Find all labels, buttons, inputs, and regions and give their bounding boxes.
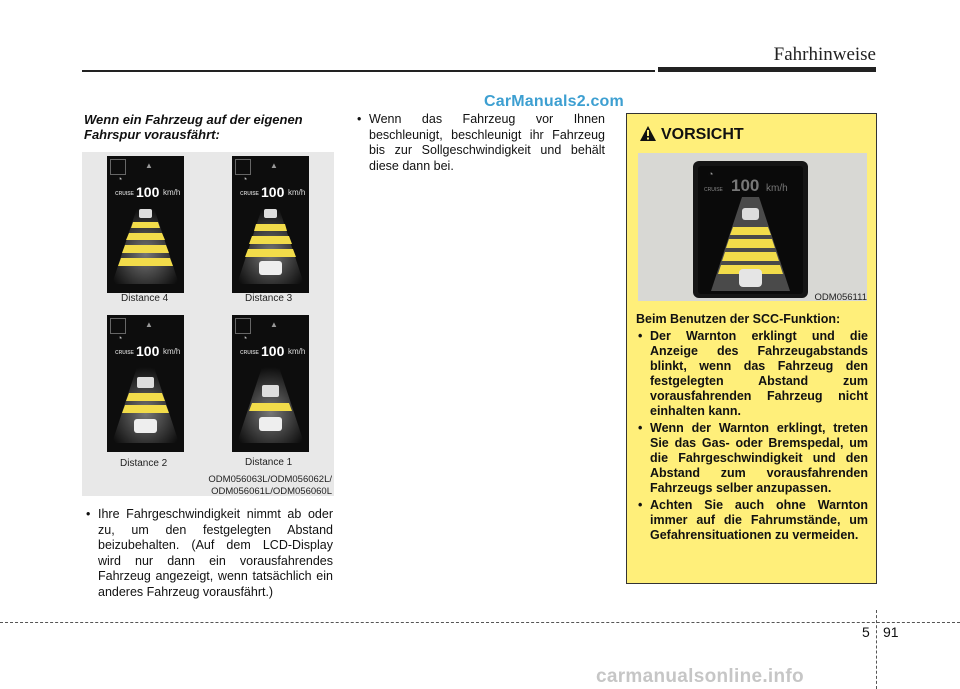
- cluster-screen-distance-4: [107, 156, 184, 293]
- car-ahead-indicator-icon: ▲: [270, 161, 278, 170]
- lane-distance-graphic: [232, 206, 309, 286]
- distance-1-label: Distance 1: [245, 457, 293, 468]
- square-icon: [110, 159, 126, 175]
- left-section-heading: Wenn ein Fahrzeug auf der eigenen Fahrspur vorausfährt:: [84, 112, 303, 142]
- caution-title: VORSICHT: [661, 126, 744, 143]
- bullet-dot: •: [357, 112, 362, 126]
- list-item: [355, 112, 605, 174]
- photo-cruise-label: CRUISE: [704, 187, 723, 193]
- photo-speed-unit: km/h: [766, 183, 788, 194]
- cluster-screen-distance-2: [107, 315, 184, 452]
- bullet-dot: •: [638, 329, 643, 343]
- caution-photo: [638, 153, 867, 301]
- photo-set-speed: 100: [731, 176, 760, 195]
- list-item: [636, 421, 868, 496]
- cruise-label: CRUISE: [240, 191, 259, 197]
- caution-box: [626, 113, 877, 584]
- cruise-gauge-icon: ◔: [242, 174, 248, 184]
- list-item-text: Wenn das Fahrzeug vor Ihnen beschleunigt, beschleunigt ihr Fahrzeug bis zur Sollgeschwindigkeit und behält diese dann bei.: [369, 112, 605, 173]
- middle-bullet-text: [355, 112, 605, 174]
- svg-text:◔: ◔: [708, 169, 714, 179]
- set-speed: 100: [261, 184, 285, 200]
- list-item-text: Der Warnton erklingt und die Anzeige des Fahrzeugabstands blinkt, wenn das Fahrzeug den festgelegten Abstand zum vorausfahrenden Fahrzeug nicht einhalten kann.: [650, 329, 868, 418]
- lane-distance-graphic: [232, 365, 309, 445]
- set-speed: 100: [136, 184, 160, 200]
- cruise-gauge-icon: ◔: [117, 174, 123, 184]
- lane-distance-graphic: [107, 365, 184, 445]
- cluster-display-image: [638, 153, 867, 301]
- bullet-dot: •: [638, 498, 643, 512]
- warning-triangle-icon: [639, 125, 657, 142]
- car-ahead-indicator-icon: ▲: [270, 320, 278, 329]
- list-item-text: Wenn der Warnton erklingt, treten Sie das Gas- oder Bremspedal, um die Fahrgeschwindigkeit und den Abstand zum vorausfahrenden Fahrzeugs selber anzupassen.: [650, 421, 868, 495]
- header-rule-left: [82, 70, 655, 72]
- footer-dashed-rule: [0, 622, 960, 623]
- set-speed: 100: [136, 343, 160, 359]
- caution-text: [636, 312, 868, 545]
- header-rule-right: [658, 67, 876, 72]
- cluster-screen-distance-3: [232, 156, 309, 293]
- left-bullet-text: [84, 507, 333, 600]
- list-item-text: Ihre Fahrgeschwindigkeit nimmt ab oder zu, um den festgelegten Abstand beizubehalten. (Auf dem LCD-Display wird nur dann ein vorausfahrendes Fahrzeug angezeigt, wenn tatsächlich ein anderes Fahrzeug vorausfährt.): [98, 507, 333, 599]
- distance-2-label: Distance 2: [120, 458, 168, 469]
- speed-unit: km/h: [288, 347, 306, 356]
- footer-vertical-rule: [876, 610, 877, 689]
- page-header-title: Fahrhinweise: [773, 44, 876, 65]
- list-item-text: Achten Sie auch ohne Warnton immer auf die Fahrumstände, um Gefahrensituationen zu vermeiden.: [650, 498, 868, 542]
- cruise-label: CRUISE: [115, 191, 134, 197]
- list-item: [636, 498, 868, 543]
- cruise-gauge-icon: ◔: [117, 333, 123, 343]
- figure-code-line-1: ODM056063L/ODM056062L/: [208, 474, 332, 485]
- figure-codes: [160, 474, 332, 498]
- caution-intro: Beim Benutzen der SCC-Funktion:: [636, 312, 841, 326]
- list-item: [84, 507, 333, 600]
- cruise-label: CRUISE: [115, 350, 134, 356]
- distance-figure-panel: [82, 152, 334, 496]
- distance-3-label: Distance 3: [245, 293, 293, 304]
- bullet-dot: •: [638, 421, 643, 435]
- car-ahead-indicator-icon: ▲: [145, 161, 153, 170]
- speed-unit: km/h: [163, 347, 181, 356]
- car-ahead-indicator-icon: ▲: [145, 320, 153, 329]
- list-item: [636, 329, 868, 419]
- watermark-bottom: carmanualsonline.info: [596, 666, 804, 687]
- bullet-dot: •: [86, 507, 91, 521]
- caution-photo-code: ODM056111: [814, 292, 867, 303]
- page-number: 91: [883, 624, 899, 640]
- figure-code-line-2: ODM056061L/ODM056060L: [211, 486, 332, 497]
- square-icon: [235, 159, 251, 175]
- lane-distance-graphic: [107, 206, 184, 286]
- cluster-screen-distance-1: [232, 315, 309, 452]
- watermark-top-link[interactable]: CarManuals2.com: [484, 93, 624, 110]
- cruise-label: CRUISE: [240, 350, 259, 356]
- chapter-number: 5: [862, 624, 870, 640]
- cruise-gauge-icon: ◔: [242, 333, 248, 343]
- square-icon: [110, 318, 126, 334]
- speed-unit: km/h: [288, 188, 306, 197]
- set-speed: 100: [261, 343, 285, 359]
- distance-4-label: Distance 4: [121, 293, 169, 304]
- speed-unit: km/h: [163, 188, 181, 197]
- square-icon: [235, 318, 251, 334]
